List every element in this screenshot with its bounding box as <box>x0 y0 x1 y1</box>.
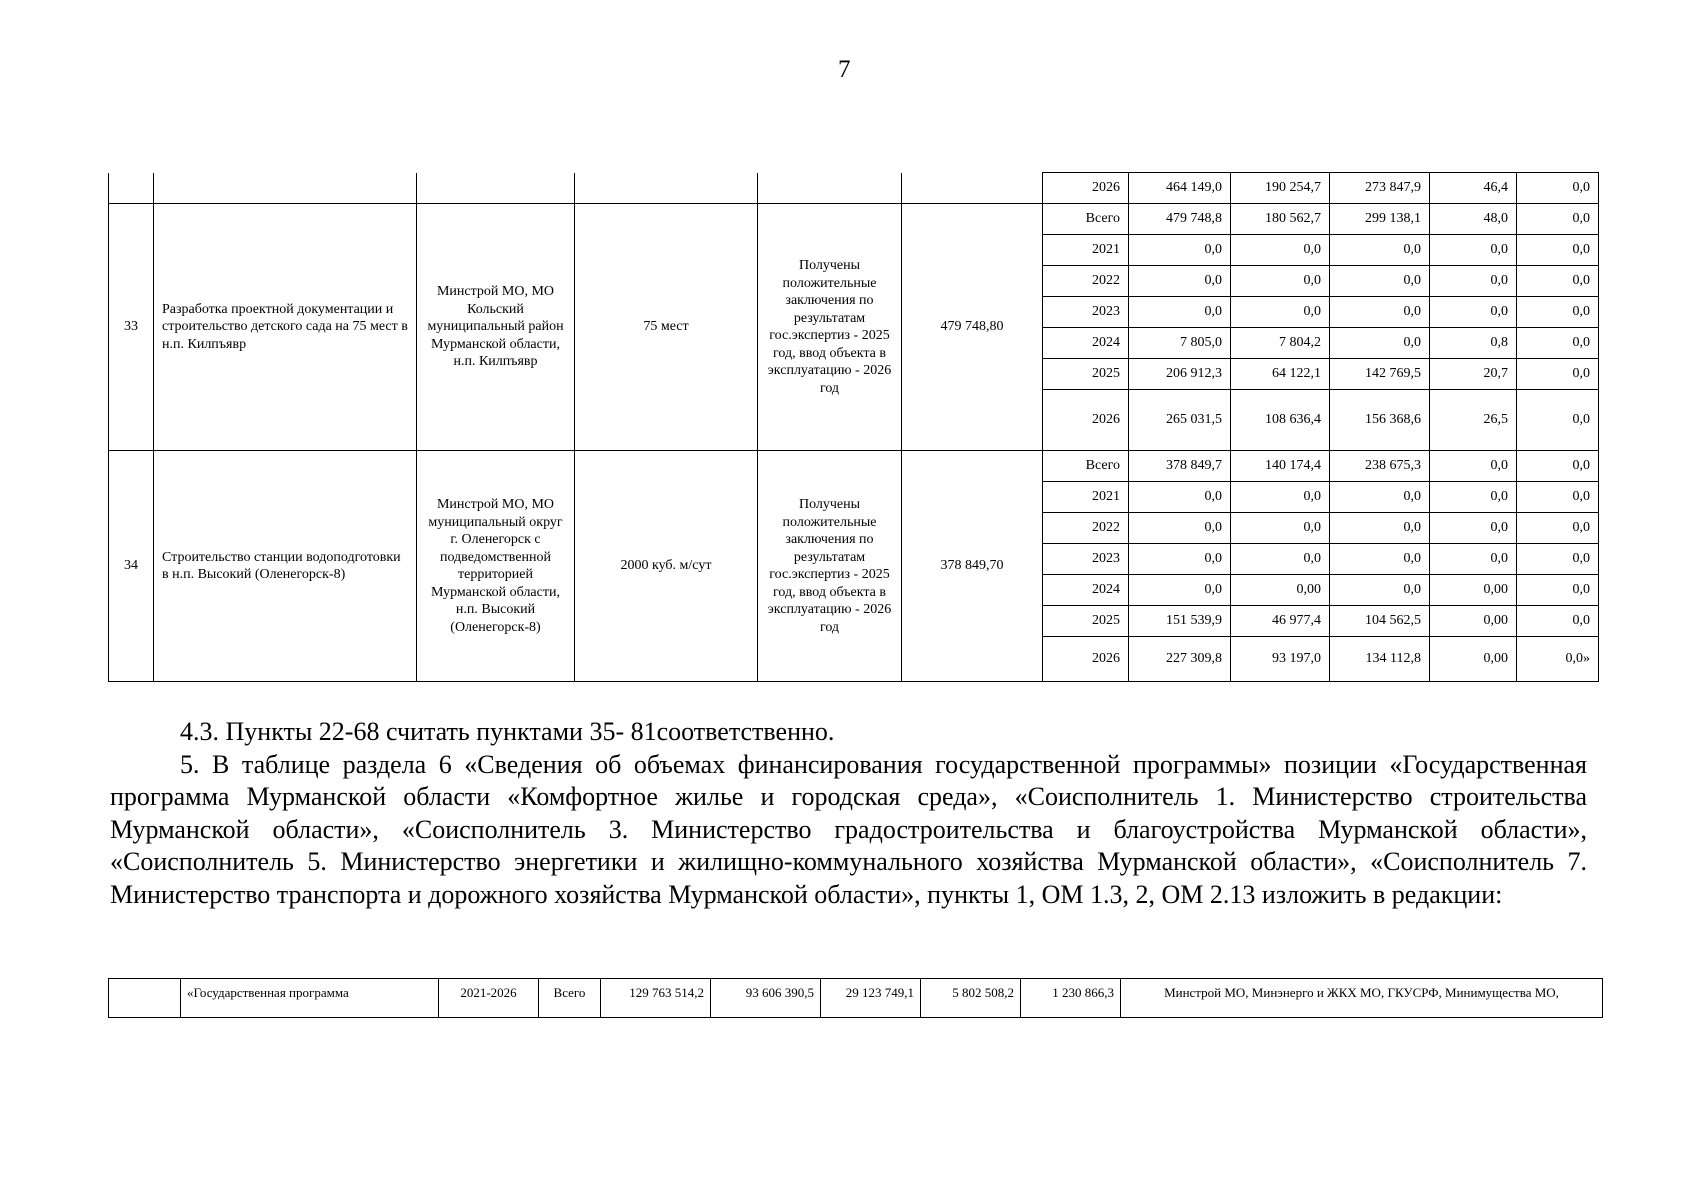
project-name: Строительство станции водоподготовки в н.п. Высокий (Оленегорск-8) <box>154 451 417 682</box>
year-cell: 2025 <box>1043 359 1129 390</box>
value-cell: 0,0 <box>1430 266 1517 297</box>
value-cell: 0,0 <box>1129 575 1231 606</box>
value-cell: 0,00 <box>1430 606 1517 637</box>
value-cell: 0,0 <box>1517 390 1599 451</box>
year-cell: 2026 <box>1043 637 1129 682</box>
paragraph: 5. В таблице раздела 6 «Сведения об объемах финансирования государственной программы» позиции «Государственная программа Мурманской области «Комфортное жилье и городская среда», «Соисполнитель 1. Министерство строительства Мурманской области», «Соисполнитель 3. Министерство градостроительства и благоустройства Мурманской области», «Соисполнитель 5. Министерство энергетики и жилищно-коммунального хозяйства Мурманской области», «Соисполнитель 7. Министерство транспорта и дорожного хозяйства Мурманской области», пункты 1, ОМ 1.3, 2, ОМ 2.13 изложить в редакции: <box>110 749 1587 909</box>
value-cell: 0,0 <box>1231 513 1330 544</box>
value-cell: 0,0 <box>1430 513 1517 544</box>
year-cell: 2023 <box>1043 544 1129 575</box>
value-cell: 0,0 <box>1330 266 1430 297</box>
value-cell: 0,0 <box>1231 266 1330 297</box>
value-cell: 0,0 <box>1517 513 1599 544</box>
value-cell: 0,8 <box>1430 328 1517 359</box>
value-cell: 0,00 <box>1231 575 1330 606</box>
value-cell: 180 562,7 <box>1231 204 1330 235</box>
empty-cell <box>758 173 902 204</box>
value-cell: 0,0 <box>1231 235 1330 266</box>
year-cell: Всего <box>1043 204 1129 235</box>
value-cell: 0,0 <box>1517 575 1599 606</box>
value-cell: 0,0 <box>1430 297 1517 328</box>
value-cell: 0,0 <box>1129 266 1231 297</box>
value-cell: 227 309,8 <box>1129 637 1231 682</box>
value-cell: 0,0 <box>1129 544 1231 575</box>
value-cell: 238 675,3 <box>1330 451 1430 482</box>
value-cell: 46,4 <box>1430 173 1517 204</box>
value-cell: 48,0 <box>1430 204 1517 235</box>
value-cell: 0,0 <box>1517 297 1599 328</box>
value-cell: 7 804,2 <box>1231 328 1330 359</box>
cost-cell: 378 849,70 <box>902 451 1043 682</box>
value-cell: 0,0 <box>1430 451 1517 482</box>
value-cell: 0,0 <box>1330 235 1430 266</box>
value-cell: 140 174,4 <box>1231 451 1330 482</box>
program-table <box>108 978 1603 1018</box>
value-cell: 0,0 <box>1517 173 1599 204</box>
year-cell: 2025 <box>1043 606 1129 637</box>
value-cell: 0,0 <box>1517 606 1599 637</box>
value-cell: 26,5 <box>1430 390 1517 451</box>
value-cell: 0,0» <box>1517 637 1599 682</box>
table-row <box>109 451 1599 482</box>
financing-table <box>108 172 1599 682</box>
paragraph: 4.3. Пункты 22-68 считать пунктами 35- 81соответственно. <box>180 717 835 746</box>
capacity-cell: 2000 куб. м/сут <box>575 451 758 682</box>
table-row <box>109 204 1599 235</box>
executors-cell: Минстрой МО, Минэнерго и ЖКХ МО, ГКУСРФ, Минимущества МО, <box>1121 979 1603 1018</box>
value-cell: 464 149,0 <box>1129 173 1231 204</box>
year-cell: 2022 <box>1043 513 1129 544</box>
value-cell: 206 912,3 <box>1129 359 1231 390</box>
executor-cell: Минстрой МО, МО Кольский муниципальный район Мурманской области, н.п. Килпъявр <box>417 204 575 451</box>
year-cell: 2023 <box>1043 297 1129 328</box>
value-cell: 0,0 <box>1330 544 1430 575</box>
value-cell: 0,0 <box>1231 482 1330 513</box>
value-cell: 0,0 <box>1517 451 1599 482</box>
year-cell: 2022 <box>1043 266 1129 297</box>
year-cell: 2024 <box>1043 575 1129 606</box>
value-cell: 1 230 866,3 <box>1021 979 1121 1018</box>
project-name: Разработка проектной документации и строительство детского сада на 75 мест в н.п. Килпъявр <box>154 204 417 451</box>
value-cell: 104 562,5 <box>1330 606 1430 637</box>
empty-cell <box>109 979 181 1018</box>
value-cell: 108 636,4 <box>1231 390 1330 451</box>
row-number: 34 <box>109 451 154 682</box>
value-cell: 0,0 <box>1129 482 1231 513</box>
empty-cell <box>109 173 154 204</box>
value-cell: 0,0 <box>1129 513 1231 544</box>
value-cell: 0,0 <box>1231 297 1330 328</box>
value-cell: 29 123 749,1 <box>821 979 921 1018</box>
empty-cell <box>417 173 575 204</box>
executor-cell: Минстрой МО, МО муниципальный округ г. Оленегорск с подведомственной территорией Мурманской области, н.п. Высокий (Оленегорск-8) <box>417 451 575 682</box>
period-cell: 2021-2026 <box>439 979 539 1018</box>
value-cell: 0,0 <box>1231 544 1330 575</box>
capacity-cell: 75 мест <box>575 204 758 451</box>
value-cell: 190 254,7 <box>1231 173 1330 204</box>
value-cell: 0,0 <box>1517 235 1599 266</box>
year-cell: 2021 <box>1043 482 1129 513</box>
year-cell: 2021 <box>1043 235 1129 266</box>
value-cell: 151 539,9 <box>1129 606 1231 637</box>
value-cell: 0,00 <box>1430 575 1517 606</box>
value-cell: 0,0 <box>1430 482 1517 513</box>
value-cell: 0,0 <box>1330 328 1430 359</box>
value-cell: 0,0 <box>1517 328 1599 359</box>
value-cell: 93 606 390,5 <box>711 979 821 1018</box>
value-cell: 134 112,8 <box>1330 637 1430 682</box>
table-row <box>109 173 1599 204</box>
value-cell: 0,0 <box>1517 482 1599 513</box>
value-cell: 20,7 <box>1430 359 1517 390</box>
value-cell: 0,0 <box>1129 235 1231 266</box>
value-cell: 273 847,9 <box>1330 173 1430 204</box>
value-cell: 0,0 <box>1330 482 1430 513</box>
value-cell: 64 122,1 <box>1231 359 1330 390</box>
value-cell: 265 031,5 <box>1129 390 1231 451</box>
value-cell: 0,0 <box>1430 235 1517 266</box>
body-text <box>110 716 1587 911</box>
result-cell: Получены положительные заключения по результатам гос.экспертиз - 2025 год, ввод объекта в эксплуатацию - 2026 год <box>758 204 902 451</box>
value-cell: 5 802 508,2 <box>921 979 1021 1018</box>
value-cell: 142 769,5 <box>1330 359 1430 390</box>
cost-cell: 479 748,80 <box>902 204 1043 451</box>
value-cell: 93 197,0 <box>1231 637 1330 682</box>
empty-cell <box>154 173 417 204</box>
total-label: Всего <box>539 979 601 1018</box>
result-cell: Получены положительные заключения по результатам гос.экспертиз - 2025 год, ввод объекта в эксплуатацию - 2026 год <box>758 451 902 682</box>
value-cell: 299 138,1 <box>1330 204 1430 235</box>
value-cell: 7 805,0 <box>1129 328 1231 359</box>
value-cell: 0,0 <box>1517 266 1599 297</box>
year-cell: 2024 <box>1043 328 1129 359</box>
row-number: 33 <box>109 204 154 451</box>
table-row <box>109 979 1603 1018</box>
empty-cell <box>902 173 1043 204</box>
value-cell: 378 849,7 <box>1129 451 1231 482</box>
value-cell: 156 368,6 <box>1330 390 1430 451</box>
value-cell: 0,0 <box>1430 544 1517 575</box>
value-cell: 0,0 <box>1517 544 1599 575</box>
year-cell: 2026 <box>1043 390 1129 451</box>
value-cell: 0,0 <box>1517 359 1599 390</box>
page-number: 7 <box>838 56 851 83</box>
value-cell: 46 977,4 <box>1231 606 1330 637</box>
empty-cell <box>575 173 758 204</box>
year-cell: 2026 <box>1043 173 1129 204</box>
value-cell: 479 748,8 <box>1129 204 1231 235</box>
value-cell: 0,00 <box>1430 637 1517 682</box>
value-cell: 0,0 <box>1330 297 1430 328</box>
value-cell: 129 763 514,2 <box>601 979 711 1018</box>
value-cell: 0,0 <box>1517 204 1599 235</box>
value-cell: 0,0 <box>1330 513 1430 544</box>
value-cell: 0,0 <box>1330 575 1430 606</box>
value-cell: 0,0 <box>1129 297 1231 328</box>
year-cell: Всего <box>1043 451 1129 482</box>
program-name: «Государственная программа <box>181 979 439 1018</box>
